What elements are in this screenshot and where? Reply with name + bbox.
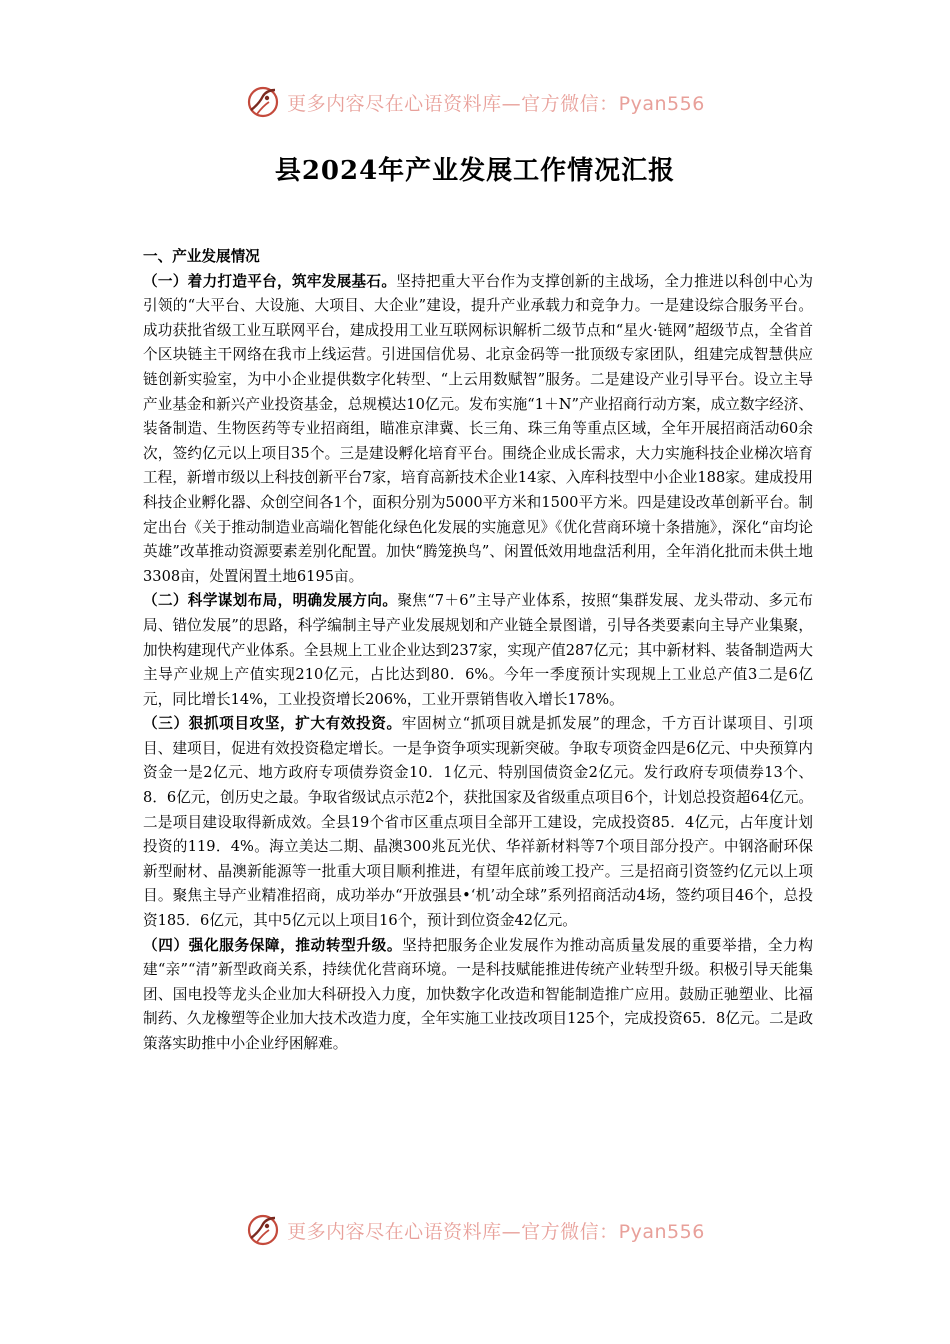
paragraph-lead: （三）狠抓项目攻坚，扩大有效投资。	[143, 715, 402, 733]
paragraph-lead: （二）科学谋划布局，明确发展方向。	[143, 592, 398, 610]
paragraph-text: 坚持把服务企业发展作为推动高质量发展的重要举措，全力构建“亲”“清”新型政商关系，持续优化营商环境。一是科技赋能推进传统产业转型升级。积极引导天能集团、国电投等龙头企业加大科研投入力度，加快数字化改造和智能制造推广应用。鼓励正驰塑业、比福制药、久龙橡塑等企业加大技术改造力度，全年实施工业技改项目125个，完成投资65．8亿元。二是政策落实助推中小企业纾困解难。	[143, 936, 813, 1052]
watermark-text: 更多内容尽在心语资料库—官方微信：Pyan556	[287, 1220, 705, 1243]
paragraph-text: 牢固树立“抓项目就是抓发展”的理念，千方百计谋项目、引项目、建项目，促进有效投资稳定增长。一是争资争项实现新突破。争取专项资金四是6亿元、中央预算内资金一是2亿元、地方政府专项债券资金10．1亿元、特别国债资金2亿元。发行政府专项债券13个、8．6亿元，创历史之最。争取省级试点示范2个，获批国家及省级重点项目6个，计划总投资超64亿元。二是项目建设取得新成效。全县19个省市区重点项目全部开工建设，完成投资85．4亿元，占年度计划投资的119．4%。海立美达二期、晶澳300兆瓦光伏、华祥新材料等7个项目部分投产。中钢洛耐环保新型耐材、晶澳新能源等一批重大项目顺利推进，有望年底前竣工投产。三是招商引资签约亿元以上项目。聚焦主导产业精准招商，成功举办“开放强县•‘机’动全球”系列招商活动4场，签约项目46个，总投资185．6亿元，其中5亿元以上项目16个，预计到位资金42亿元。	[143, 715, 813, 930]
paragraph-3	[143, 712, 813, 933]
paragraph-lead: （一）着力打造平台，筑牢发展基石。	[143, 272, 397, 290]
document-title: 县2024年产业发展工作情况汇报	[274, 156, 676, 186]
watermark-bottom	[0, 1212, 950, 1248]
paragraph-text: 坚持把重大平台作为支撑创新的主战场，全力推进以科创中心为引领的“大平台、大设施、大项目、大企业”建设，提升产业承载力和竞争力。一是建设综合服务平台。成功获批省级工业互联网平台，建成投用工业互联网标识解析二级节点和“星火·链网”超级节点，全省首个区块链主干网络在我市上线运营。引进国信优易、北京金码等一批顶级专家团队，组建完成智慧供应链创新实验室，为中小企业提供数字化转型、“上云用数赋智”服务。二是建设产业引导平台。设立主导产业基金和新兴产业投资基金，总规模达10亿元。发布实施“1＋N”产业招商行动方案，成立数字经济、装备制造、生物医药等专业招商组，瞄准京津冀、长三角、珠三角等重点区域，全年开展招商活动60余次，签约亿元以上项目35个。三是建设孵化培育平台。围绕企业成长需求，大力实施科技企业梯次培育工程，新增市级以上科技创新平台7家，培育高新技术企业14家、入库科技型中小企业188家。建成投用科技企业孵化器、众创空间各1个，面积分别为5000平方米和1500平方米。四是建设改革创新平台。制定出台《关于推动制造业高端化智能化绿色化发展的实施意见》《优化营商环境十条措施》，深化“亩均论英雄”改革推动资源要素差别化配置。加快“腾笼换鸟”、闲置低效用地盘活利用，全年消化批而未供土地3308亩，处置闲置土地6195亩。	[143, 272, 813, 585]
paragraph-2	[143, 589, 813, 712]
paragraph-lead: （四）强化服务保障，推动转型升级。	[143, 936, 403, 954]
paragraph-4	[143, 934, 813, 1057]
brand-logo-icon	[245, 1212, 281, 1248]
paragraph-text: 聚焦“7＋6”主导产业体系，按照“集群发展、龙头带动、多元布局、错位发展”的思路，科学编制主导产业发展规划和产业链全景图谱，引导各类要素向主导产业集聚，加快构建现代产业体系。全县规上工业企业达到237家，实现产值287亿元；其中新材料、装备制造两大主导产业规上产值实现210亿元，占比达到80．6%。今年一季度预计实现规上工业总产值3二是6亿元，同比增长14%，工业投资增长206%，工业开票销售收入增长178%。	[143, 592, 813, 708]
section-heading: 一、产业发展情况	[143, 248, 260, 265]
brand-logo-icon	[245, 84, 281, 120]
paragraph-1	[143, 270, 813, 590]
watermark-text: 更多内容尽在心语资料库—官方微信：Pyan556	[287, 92, 705, 115]
document-body	[143, 245, 813, 1057]
watermark-top	[0, 84, 950, 120]
